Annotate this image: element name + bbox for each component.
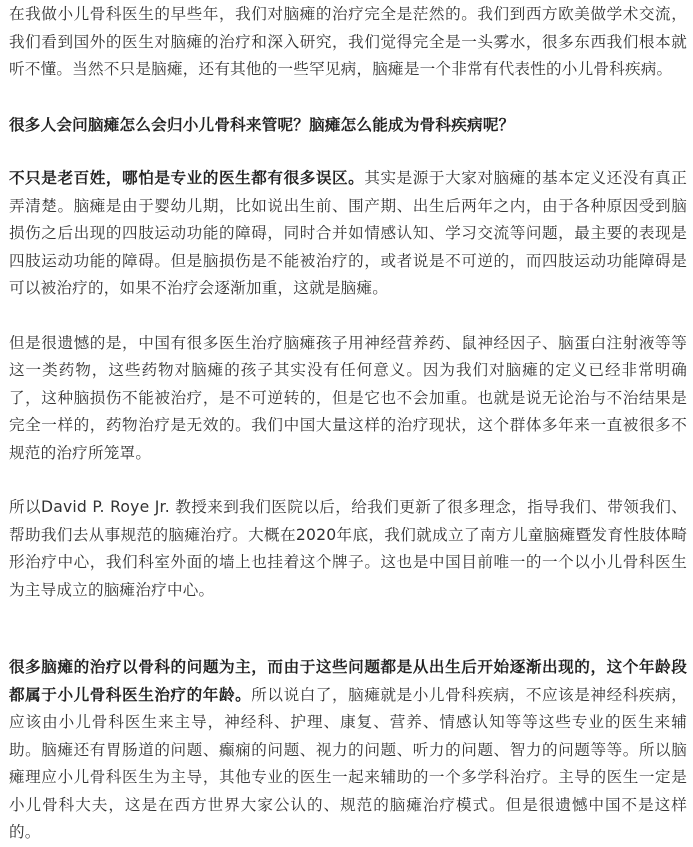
misconception-lead: 不只是老百姓，哪怕是专业的医生都有很多误区。	[9, 169, 365, 187]
paragraph-misconception	[9, 165, 687, 303]
paragraph-orthopedic-lead	[9, 654, 687, 847]
paragraph-intro: 在我做小儿骨科医生的早些年，我们对脑瘫的治疗完全是茫然的。我们到西方欧美做学术交流，我们看到国外的医生对脑瘫的治疗和深入研究，我们觉得完全是一头雾水，很多东西我们根本就听不懂。当然不只是脑瘫，还有其他的一些罕见病，脑瘫是一个非常有代表性的小儿骨科疾病。	[9, 5, 687, 78]
orthopedic-lead-text: 所以说白了，脑瘫就是小儿骨科疾病，不应该是神经科疾病，应该由小儿骨科医生来主导，神经科、护理、康复、营养、情感认知等等这些专业的医生来辅助。脑瘫还有胃肠道的问题、癫痫的问题、视力的问题、听力的问题、智力的问题等等。所以脑瘫理应小儿骨科医生为主导，其他专业的医生一起来辅助的一个多学科治疗。主导的医生一定是小儿骨科大夫，这是在西方世界大家公认的、规范的脑瘫治疗模式。但是很遗憾中国不是这样的。	[9, 685, 687, 841]
paragraph-drug-treatment: 但是很遗憾的是，中国有很多医生治疗脑瘫孩子用神经营养药、鼠神经因子、脑蛋白注射液等等这一类药物，这些药物对脑瘫的孩子其实没有任何意义。因为我们对脑瘫的定义已经非常明确了，这种脑损伤不能被治疗，是不可逆转的，但是它也不会加重。也就是说无论治与不治结果是完全一样的，药物治疗是无效的。我们中国大量这样的治疗现状，这个群体多年来一直被很多不规范的治疗所笼罩。	[9, 333, 687, 462]
misconception-text: 其实是源于大家对脑瘫的基本定义还没有真正弄清楚。脑瘫是由于婴幼儿期，比如说出生前、围产期、出生后两年之内，由于各种原因受到脑损伤之后出现的四肢运动功能的障碍，同时合并如情感认知、学习交流等问题，最主要的表现是四肢运动功能的障碍。但是脑损伤是不能被治疗的，或者说是不可逆的，而四肢运动功能障碍是可以被治疗的，如果不治疗会逐渐加重，这就是脑瘫。	[9, 169, 687, 297]
paragraph-treatment-center: 所以David P. Roye Jr. 教授来到我们医院以后，给我们更新了很多理念，指导我们、带领我们、帮助我们去从事规范的脑瘫治疗。大概在2020年底，我们就成立了南方儿童脑瘫暨发育性肢体畸形治疗中心，我们科室外面的墙上也挂着这个牌子。这也是中国目前唯一的一个以小儿骨科医生为主导成立的脑瘫治疗中心。	[9, 498, 687, 599]
orthopedic-lead-emphasis: 很多脑瘫的治疗以骨科的问题为主，而由于这些问题都是从出生后开始逐渐出现的，这个年龄段都属于小儿骨科医生治疗的年龄。	[9, 658, 687, 704]
paragraph-question: 很多人会问脑瘫怎么会归小儿骨科来管呢？脑瘫怎么能成为骨科疾病呢？	[9, 115, 515, 134]
article-body	[0, 1, 693, 847]
